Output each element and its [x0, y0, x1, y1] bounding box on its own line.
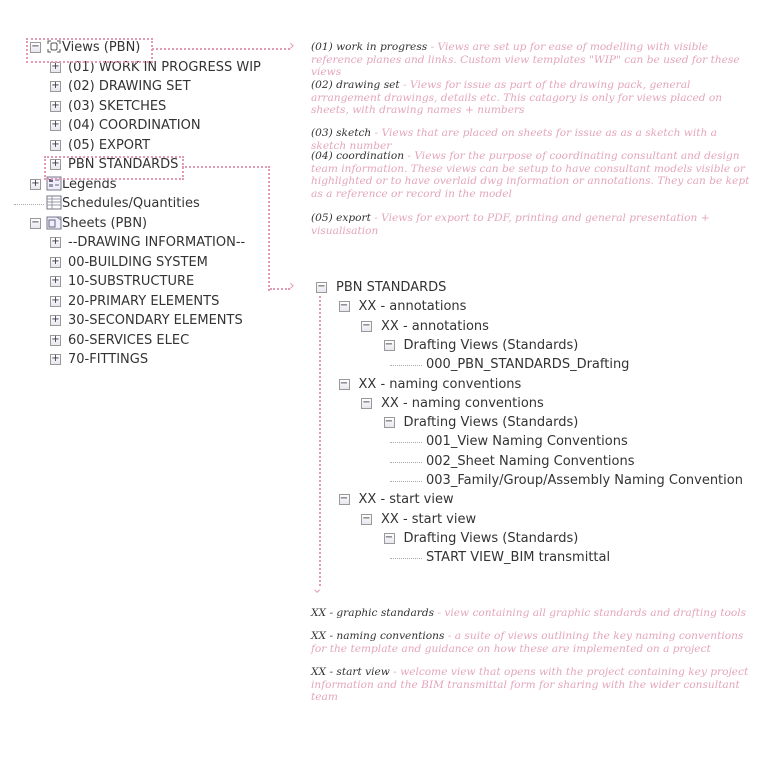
chevron-right-icon: ›: [289, 38, 295, 54]
browser-label: (02) DRAWING SET: [68, 79, 191, 94]
tree-connector: [390, 481, 422, 482]
browser-label: Schedules/Quantities: [62, 196, 200, 211]
note: [311, 630, 751, 655]
standards-highlight-box: [44, 156, 184, 180]
expand-icon[interactable]: +: [51, 60, 60, 72]
standards-label: XX - naming conventions: [358, 376, 522, 392]
chevron-down-icon: ›: [308, 588, 325, 594]
note-term: (02) drawing set: [311, 79, 400, 91]
browser-label: (01) WORK IN PROGRESS WIP: [68, 59, 261, 75]
note-term: (05) export: [311, 212, 371, 224]
note-text: - Views for export to PDF, printing and general presentation + visualisation: [311, 212, 710, 237]
standards-label: Drafting Views (Standards): [403, 530, 579, 546]
views-highlight-box: [26, 38, 153, 63]
note: [311, 212, 751, 237]
note-text: - a suite of views outlining the key naming conventions for the template and guidance on how these are implemented on a project: [311, 630, 744, 655]
expand-icon[interactable]: +: [51, 255, 60, 267]
expand-icon[interactable]: +: [51, 314, 60, 325]
browser-label: (04) COORDINATION: [68, 118, 201, 133]
expand-icon[interactable]: +: [51, 158, 60, 169]
standards-label: START VIEW_BIM transmittal: [426, 550, 611, 566]
collapse-icon[interactable]: −: [339, 300, 349, 312]
collapse-icon[interactable]: −: [317, 281, 326, 292]
collapse-icon[interactable]: −: [339, 493, 349, 505]
chevron-right-icon: ›: [289, 278, 295, 294]
collapse-icon[interactable]: −: [384, 338, 394, 350]
collapse-icon[interactable]: −: [31, 216, 40, 228]
standards-connector-line: [182, 166, 270, 291]
expand-icon[interactable]: +: [51, 80, 60, 91]
browser-label: 20-PRIMARY ELEMENTS: [68, 293, 220, 309]
browser-label: --DRAWING INFORMATION--: [68, 235, 246, 250]
expand-icon[interactable]: +: [51, 353, 60, 364]
expand-icon[interactable]: +: [51, 119, 60, 130]
note-text: - Views that are placed on sheets for issue as as a sketch with a sketch number: [311, 127, 717, 152]
collapse-icon[interactable]: −: [339, 377, 349, 389]
collapse-icon[interactable]: −: [31, 41, 40, 52]
browser-label: Sheets (PBN): [62, 215, 148, 231]
collapse-icon[interactable]: −: [384, 531, 394, 543]
standards-label: XX - start view: [358, 492, 454, 508]
note-text: - Views are set up for ease of modelling with visible reference planes and links. Custom view templates "WIP" can be used for these views: [311, 41, 740, 78]
note-term: XX - graphic standards: [311, 607, 435, 619]
expand-icon[interactable]: +: [51, 275, 60, 286]
standards-down-connector: [319, 296, 321, 586]
standards-connector-line-2: [270, 288, 290, 290]
note-term: (04) coordination: [311, 150, 405, 162]
browser-label: (03) SKETCHES: [68, 98, 167, 114]
browser-label: 30-SECONDARY ELEMENTS: [68, 313, 243, 328]
expand-icon[interactable]: +: [51, 236, 60, 247]
standards-label: PBN STANDARDS: [336, 280, 447, 295]
sheets-icon: [46, 215, 62, 230]
tree-connector: [390, 462, 422, 463]
expand-icon[interactable]: +: [51, 99, 60, 111]
standards-label: 003_Family/Group/Assembly Naming Convention: [426, 473, 743, 488]
expand-icon[interactable]: +: [51, 294, 60, 306]
standards-label: 001_View Naming Conventions: [426, 434, 628, 450]
standards-label: XX - start view: [381, 511, 477, 527]
standards-label: XX - annotations: [381, 318, 489, 334]
note: [311, 41, 751, 79]
schedules-icon: [46, 195, 62, 210]
collapse-icon[interactable]: −: [362, 512, 371, 524]
note-text: - view containing all graphic standards and drafting tools: [434, 607, 747, 619]
browser-label: Legends: [62, 176, 117, 192]
collapse-icon[interactable]: −: [384, 416, 394, 428]
browser-label: 10-SUBSTRUCTURE: [68, 274, 195, 289]
expand-icon[interactable]: +: [51, 138, 60, 150]
standards-label: XX - annotations: [358, 299, 467, 315]
note: [311, 79, 751, 117]
browser-label: 00-BUILDING SYSTEM: [68, 254, 208, 270]
tree-connector: [390, 365, 422, 366]
collapse-icon[interactable]: −: [362, 396, 371, 408]
tree-connector: [390, 558, 422, 559]
browser-label: (05) EXPORT: [68, 137, 151, 153]
note-term: XX - naming conventions: [311, 630, 445, 642]
note-text: - welcome view that opens with the project containing key project information and the BIM transmittal form for sharing with the wider consultant team: [311, 666, 749, 703]
standards-label: 000_PBN_STANDARDS_Drafting: [426, 357, 630, 373]
note: [311, 607, 751, 620]
note-term: (03) sketch: [311, 127, 372, 139]
tree-connector: [14, 204, 44, 205]
browser-label: Views (PBN): [62, 40, 141, 55]
browser-label: 60-SERVICES ELEC: [68, 332, 190, 348]
tree-connector: [390, 442, 422, 443]
browser-label: 70-FITTINGS: [68, 352, 149, 367]
collapse-icon[interactable]: −: [362, 319, 371, 331]
views-connector-line: [152, 48, 290, 50]
note-term: XX - start view: [311, 666, 390, 678]
note: [311, 666, 751, 704]
note: [311, 150, 751, 200]
standards-label: Drafting Views (Standards): [403, 337, 579, 353]
standards-label: XX - naming conventions: [381, 395, 544, 411]
standards-label: 002_Sheet Naming Conventions: [426, 453, 635, 469]
note-text: - Views for the purpose of coordinating consultant and design team information. These views can be setup to have consultant models visible or highlighted or to have overlaid dwg information or annotations. They can be kept as a reference or record in the model: [311, 150, 750, 200]
expand-icon[interactable]: +: [31, 177, 40, 189]
standards-label: Drafting Views (Standards): [403, 415, 579, 431]
note-term: (01) work in progress: [311, 41, 428, 53]
note-text: - Views for issue as part of the drawing pack, general arrangement drawings, details etc. This catagory is only for views placed on sheets, with drawing names + numbers: [311, 79, 723, 116]
expand-icon[interactable]: +: [51, 333, 60, 345]
note: [311, 127, 751, 152]
browser-label: PBN STANDARDS: [68, 157, 179, 172]
